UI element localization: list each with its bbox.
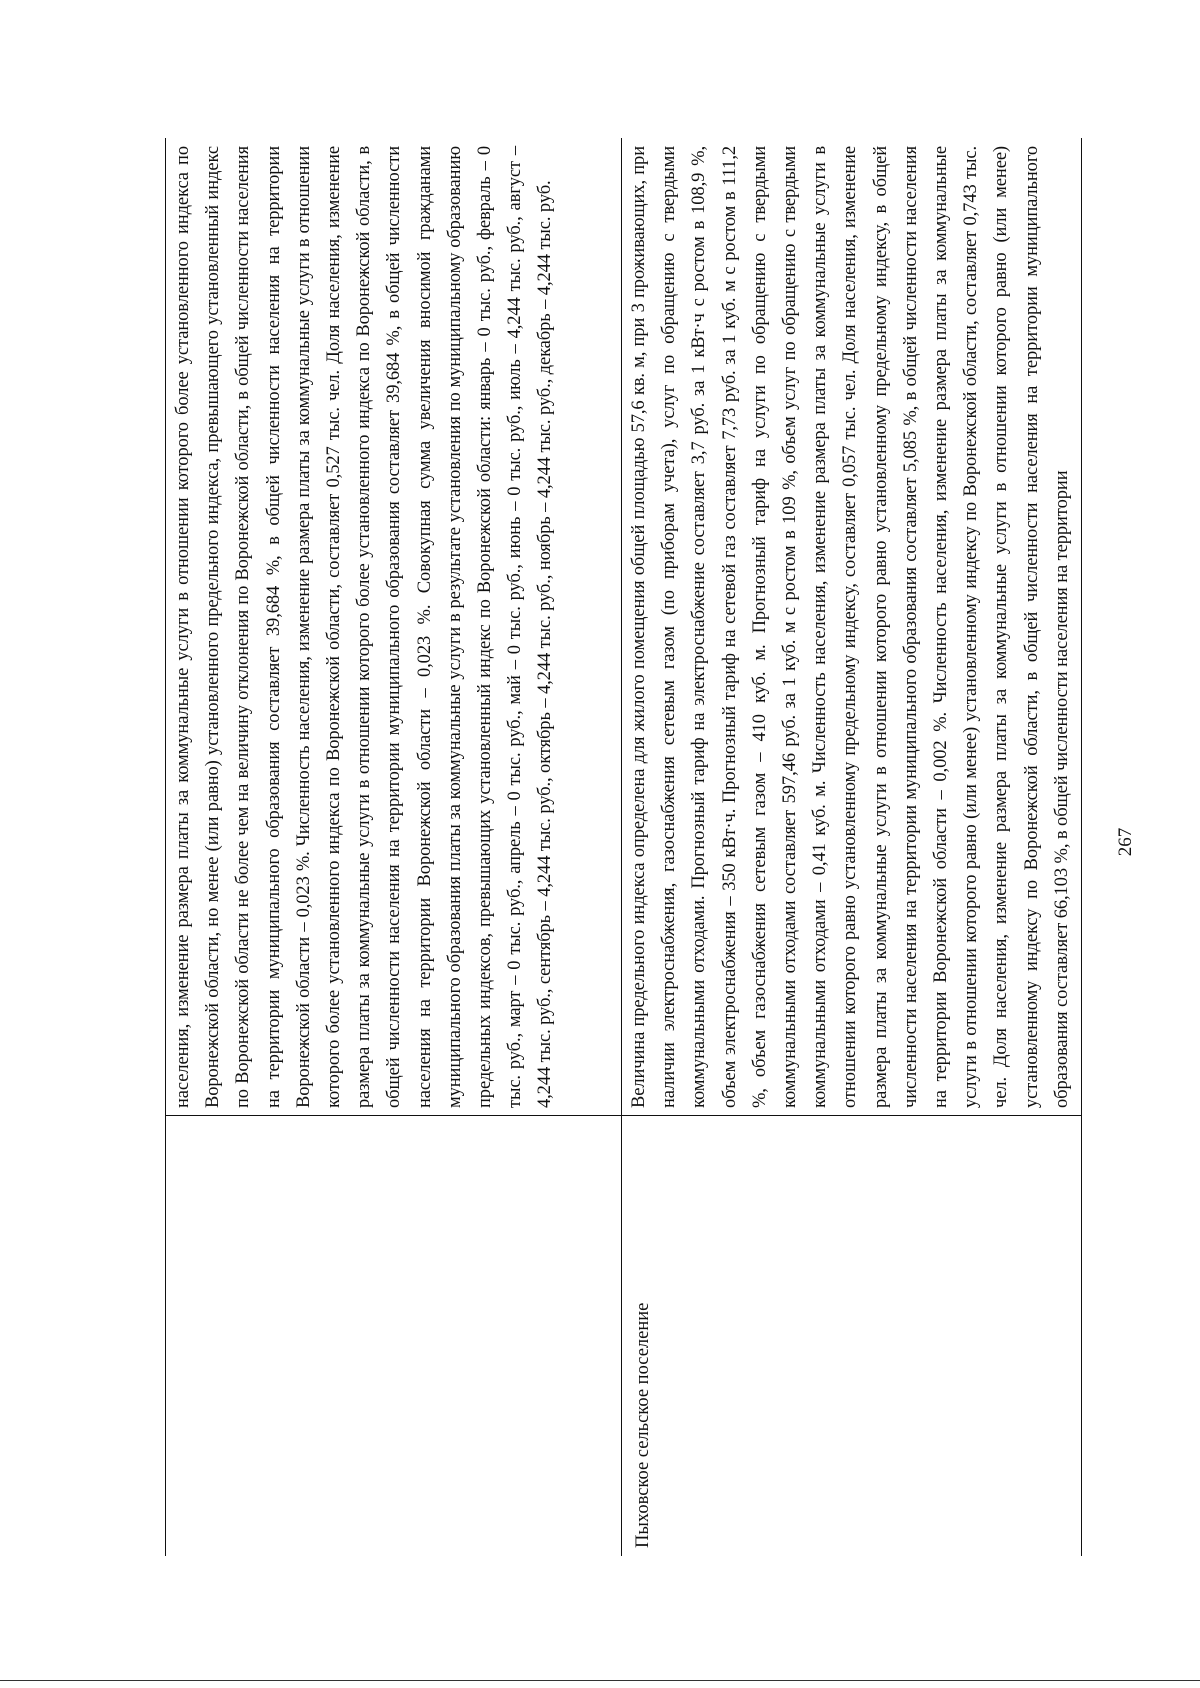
page-number: 267 [1115, 827, 1136, 857]
description-cell [622, 138, 1082, 1116]
description-text: населения, изменение размера платы за коммунальные услуги в отношении которого более установленного индекса по Воронежской области, но менее (или равно) установленного предельного индекса, превышающего установленный индекс по Воронежской области не более чем на величину отклонения по Воронежской области, в общей численности населения на территории муниципального образования составляет 39,684 %, в общей численности населения на территории Воронежской области – 0,023 %. Численность населения, изменение размера платы за коммунальные услуги в отношении которого более установленного индекса по Воронежской области, составляет 0,527 тыс. чел. Доля населения, изменение размера платы за коммунальные услуги в отношении которого более установленного индекса по Воронежской области, в общей численности населения на территории муниципального образования составляет 39,684 %, в общей численности населения на территории Воронежской области – 0,023 %. Совокупная сумма увеличения вносимой гражданами муниципального образования платы за коммунальные услуги в результате установления по муниципальному образованию предельных индексов, превышающих установленный индекс по Воронежской области: январь – 0 тыс. руб., февраль – 0 тыс. руб., март – 0 тыс. руб., апрель – 0 тыс. руб., май – 0 тыс. руб., июнь – 0 тыс. руб., июль – 4,244 тыс. руб., август – 4,244 тыс. руб., сентябрь – 4,244 тыс. руб., октябрь – 4,244 тыс. руб., ноябрь – 4,244 тыс. руб., декабрь – 4,244 тыс. руб. [173, 146, 556, 1108]
municipality-cell [622, 1115, 1082, 1556]
scan-edge-line [0, 1680, 1200, 1681]
description-cell [166, 138, 621, 1116]
data-table [165, 138, 1082, 1556]
table-row [166, 138, 621, 1556]
municipality-name [166, 1116, 172, 1556]
municipality-name: Пыховское сельское поселение [633, 1302, 653, 1548]
table-row [621, 138, 1082, 1556]
description-text: Величина предельного индекса определена для жилого помещения общей площадью 57,6 кв. м, при 3 проживающих, при наличии электроснабжения, газоснабжения сетевым газом (по приборам учета), услуг по обращению с твердыми коммунальными отходами. Прогнозный тариф на электроснабжение составляет 3,7 руб. за 1 кВт·ч с ростом в 108,9 %, объем электроснабжения – 350 кВт·ч. Прогнозный тариф на сетевой газ составляет 7,73 руб. за 1 куб. м с ростом в 111,2 %, объем газоснабжения сетевым газом – 410 куб. м. Прогнозный тариф на услуги по обращению с твердыми коммунальными отходами составляет 597,46 руб. за 1 куб. м с ростом в 109 %, объем услуг по обращению с твердыми коммунальными отходами – 0,41 куб. м. Численность населения, изменение размера платы за коммунальные услуги в отношении которого равно установленному предельному индексу, составляет 0,057 тыс. чел. Доля населения, изменение размера платы за коммунальные услуги в отношении которого равно установленному предельному индексу, в общей численности населения на территории муниципального образования составляет 5,085 %, в общей численности населения на территории Воронежской области – 0,002 %. Численность населения, изменение размера платы за коммунальные услуги в отношении которого равно (или менее) установленному индексу по Воронежской области, составляет 0,743 тыс. чел. Доля населения, изменение размера платы за коммунальные услуги в отношении которого равно (или менее) установленному индексу по Воронежской области, в общей численности населения на территории муниципального образования составляет 66,103 %, в общей численности населения на территории [629, 146, 1072, 1108]
municipality-cell [166, 1115, 621, 1556]
